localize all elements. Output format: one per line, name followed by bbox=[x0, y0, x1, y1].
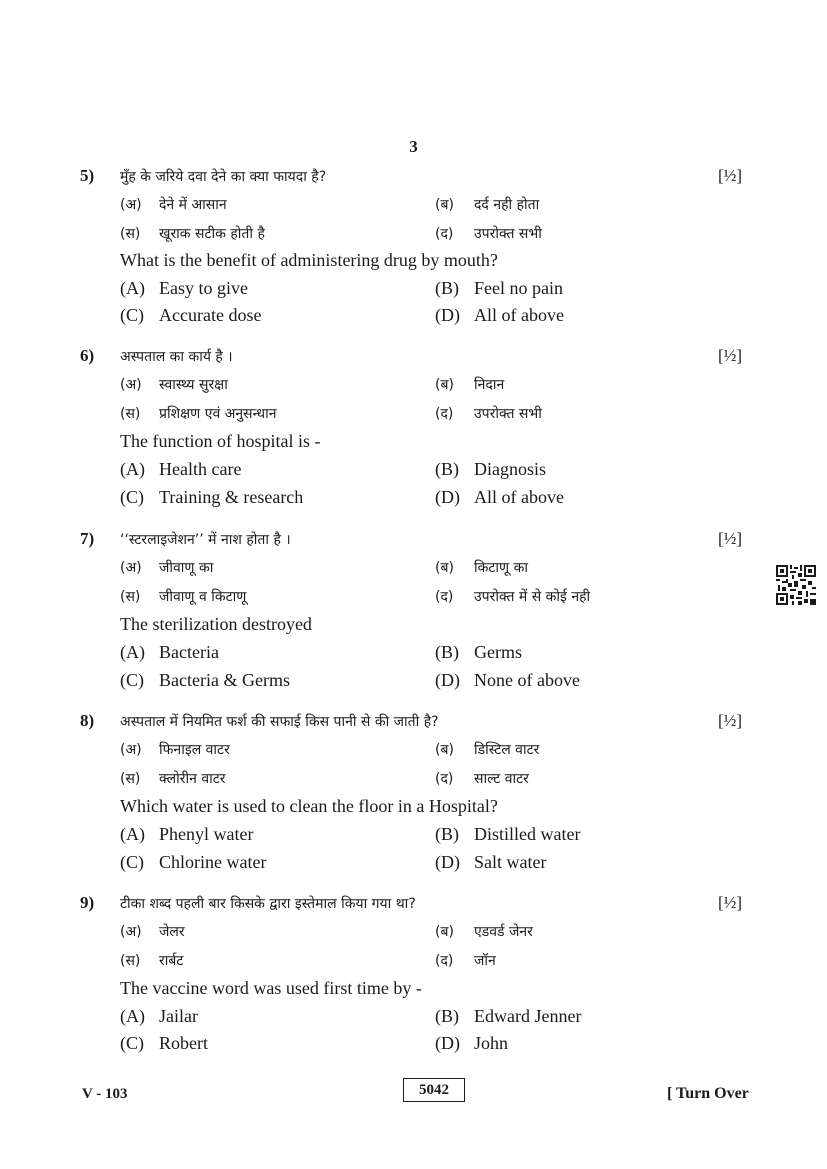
english-option-d: (D) John bbox=[435, 1033, 509, 1053]
page-number: 3 bbox=[409, 137, 418, 156]
english-option-a: (A) Bacteria bbox=[120, 642, 219, 662]
hindi-option-b: (ब) दर्द नही होता bbox=[435, 197, 540, 213]
hindi-option-b: (ब) निदान bbox=[435, 377, 505, 393]
question-number: 7) bbox=[80, 529, 95, 548]
english-option-d: (D) Salt water bbox=[435, 852, 547, 872]
hindi-option-a: (अ) देने में आसान bbox=[120, 197, 227, 213]
question-text-hindi: अस्पताल का कार्य है । bbox=[120, 349, 233, 365]
english-option-a: (A) Jailar bbox=[120, 1006, 198, 1026]
english-option-b: (B) Diagnosis bbox=[435, 459, 546, 479]
english-option-d: (D) None of above bbox=[435, 670, 580, 690]
english-option-a: (A) Phenyl water bbox=[120, 824, 254, 844]
serial-code-box: 5042 bbox=[403, 1078, 465, 1102]
hindi-option-b: (ब) डिस्टिल वाटर bbox=[435, 742, 540, 758]
question-text-english: What is the benefit of administering drug by mouth? bbox=[120, 250, 498, 270]
question-text-hindi: ‘‘स्टरलाइजेशन’’ में नाश होता है । bbox=[120, 532, 291, 548]
hindi-option-c: (स) जीवाणू व किटाणू bbox=[120, 589, 247, 605]
question-text-hindi: अस्पताल में नियमित फर्श की सफाई किस पानी से की जाती है? bbox=[120, 714, 439, 730]
hindi-option-a: (अ) जीवाणू का bbox=[120, 560, 214, 576]
english-option-b: (B) Germs bbox=[435, 642, 522, 662]
question-marks: [½] bbox=[718, 893, 743, 912]
question-number: 9) bbox=[80, 893, 95, 912]
english-option-d: (D) All of above bbox=[435, 487, 564, 507]
hindi-option-d: (द) उपरोक्त सभी bbox=[435, 226, 542, 242]
question-number: 8) bbox=[80, 711, 95, 730]
hindi-option-c: (स) क्लोरीन वाटर bbox=[120, 771, 226, 787]
hindi-option-a: (अ) फिनाइल वाटर bbox=[120, 742, 230, 758]
english-option-b: (B) Edward Jenner bbox=[435, 1006, 582, 1026]
question-text-english: The sterilization destroyed bbox=[120, 614, 312, 634]
english-option-c: (C) Chlorine water bbox=[120, 852, 267, 872]
hindi-option-a: (अ) स्वास्थ्य सुरक्षा bbox=[120, 377, 228, 393]
question-marks: [½] bbox=[718, 711, 743, 730]
question-text-english: The vaccine word was used first time by - bbox=[120, 978, 422, 998]
english-option-b: (B) Feel no pain bbox=[435, 278, 563, 298]
english-option-c: (C) Bacteria & Germs bbox=[120, 670, 290, 690]
hindi-option-c: (स) खूराक सटीक होती है bbox=[120, 226, 265, 242]
hindi-option-d: (द) साल्ट वाटर bbox=[435, 771, 529, 787]
english-option-d: (D) All of above bbox=[435, 305, 564, 325]
question-text-hindi: मुँह के जरिये दवा देने का क्या फायदा है? bbox=[120, 169, 327, 185]
question-marks: [½] bbox=[718, 346, 743, 365]
turn-over-label: [ Turn Over bbox=[667, 1085, 749, 1102]
english-option-c: (C) Accurate dose bbox=[120, 305, 262, 325]
question-marks: [½] bbox=[718, 166, 743, 185]
question-text-english: The function of hospital is - bbox=[120, 431, 321, 451]
question-marks: [½] bbox=[718, 529, 743, 548]
english-option-b: (B) Distilled water bbox=[435, 824, 581, 844]
hindi-option-b: (ब) एडवर्ड जेनर bbox=[435, 924, 533, 940]
hindi-option-d: (द) उपरोक्त में से कोई नही bbox=[435, 589, 591, 605]
hindi-option-a: (अ) जेलर bbox=[120, 924, 185, 940]
paper-code: V - 103 bbox=[82, 1086, 128, 1102]
english-option-c: (C) Training & research bbox=[120, 487, 304, 507]
english-option-c: (C) Robert bbox=[120, 1033, 208, 1053]
hindi-option-c: (स) रार्बट bbox=[120, 953, 184, 969]
question-number: 5) bbox=[80, 166, 95, 185]
question-number: 6) bbox=[80, 346, 95, 365]
hindi-option-c: (स) प्रशिक्षण एवं अनुसन्धान bbox=[120, 406, 277, 422]
qr-code-icon bbox=[776, 565, 816, 605]
hindi-option-d: (द) उपरोक्त सभी bbox=[435, 406, 542, 422]
english-option-a: (A) Health care bbox=[120, 459, 242, 479]
hindi-option-d: (द) जॉन bbox=[435, 953, 496, 969]
question-text-english: Which water is used to clean the floor in a Hospital? bbox=[120, 796, 498, 816]
english-option-a: (A) Easy to give bbox=[120, 278, 248, 298]
question-text-hindi: टीका शब्द पहली बार किसके द्वारा इस्तेमाल किया गया था? bbox=[120, 896, 416, 912]
hindi-option-b: (ब) किटाणू का bbox=[435, 560, 529, 576]
